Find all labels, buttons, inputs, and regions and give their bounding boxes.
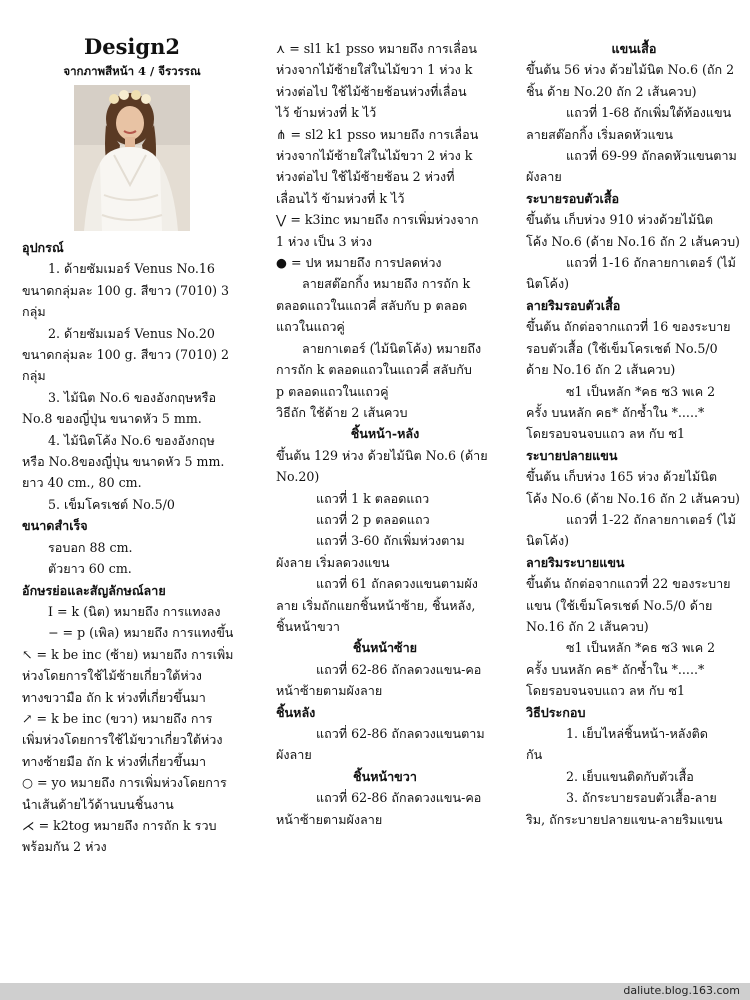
- text-line: p ตลอดแถวในแถวคู่: [276, 383, 389, 399]
- text-line: เลื่อนไว้ ข้ามห่วงที่ k ไว้: [276, 190, 405, 206]
- text-line: ชิ้นหลัง: [276, 704, 316, 720]
- text-line: 1. เย็บไหล่ชิ้นหน้า-หลังติด: [566, 726, 708, 741]
- text-line: โดยรอบจนจบแถว ลห กับ ซ1: [526, 683, 686, 699]
- model-photo-image: [74, 85, 190, 231]
- text-line: ⋏ = sl1 k1 psso หมายถึง การเลื่อน: [276, 41, 477, 56]
- text-line: ลายกาเตอร์ (ไม้นิตโค้ง) หมายถึง: [302, 340, 482, 356]
- text-line: แถวที่ 69-99 ถักลดหัวแขนตาม: [566, 148, 737, 164]
- text-line: นำเส้นด้ายไว้ด้านบนชิ้นงาน: [22, 796, 174, 812]
- text-line: อุปกรณ์: [22, 240, 64, 255]
- text-line: ระบายปลายแขน: [526, 447, 618, 463]
- text-line: ซ1 เป็นหลัก *คธ ซ3 พเค 2: [566, 640, 716, 656]
- text-line: โค้ง No.6 (ด้าย No.16 ถัก 2 เส้นควบ): [526, 233, 740, 249]
- page-subtitle: จากภาพสีหน้า 4 / จีรวรรณ: [63, 64, 201, 78]
- text-line: ซ1 เป็นหลัก *คธ ซ3 พเค 2: [566, 383, 716, 399]
- text-line: 2. เย็บแขนติดกับตัวเสื้อ: [566, 768, 694, 784]
- text-line: ขึ้นต้น ถักต่อจากแถวที่ 22 ของระบาย: [526, 576, 731, 592]
- text-line: No.20): [276, 469, 320, 485]
- text-line: ตลอดแถวในแถวคี่ สลับกับ p ตลอด: [276, 297, 468, 313]
- text-line: ห่วงจากไม้ซ้ายใส่ในไม้ขวา 1 ห่วง k: [276, 62, 473, 78]
- column-right: [526, 38, 742, 830]
- text-line: เพิ่มห่วงโดยการใช้ไม้ขวาเกี่ยวใต้ห่วง: [22, 732, 223, 748]
- text-line: ลายริมระบายแขน: [526, 554, 625, 570]
- text-line: ขนาดกลุ่มละ 100 g. สีขาว (7010) 2: [22, 347, 230, 363]
- text-line: ⋔ = sl2 k1 psso หมายถึง การเลื่อน: [276, 126, 479, 142]
- text-line: ชิ้นหน้าซ้าย: [352, 640, 418, 656]
- text-line: นิตโค้ง): [526, 533, 570, 549]
- text-line: ⋁ = k3inc หมายถึง การเพิ่มห่วงจาก: [276, 212, 479, 228]
- text-line: แถวที่ 61 ถักลดวงแขนตามผัง: [316, 576, 478, 592]
- text-line: No.8 ของญี่ปุ่น ขนาดหัว 5 mm.: [22, 411, 202, 427]
- text-line: ลายสต๊อกกิ้ง หมายถึง การถัก k: [302, 276, 471, 292]
- column-middle: [276, 38, 494, 830]
- text-line: ↖ = k be inc (ซ้าย) หมายถึง การเพิ่ม: [22, 646, 234, 662]
- text-line: ครั้ง บนหลัก คธ* ถักซ้ำใน *.....*: [526, 661, 705, 677]
- page-title: Design2: [84, 34, 180, 59]
- text-line: ⋌ = k2tog หมายถึง การถัก k รวบ: [22, 817, 217, 833]
- text-line: ห่วงต่อไป ใช้ไม้ซ้ายช้อนห่วงที่เลื่อน: [276, 83, 467, 99]
- text-line: 3. ถักระบายรอบตัวเสื้อ-ลาย: [566, 790, 717, 806]
- text-line: ชิ้น ด้าย No.20 ถัก 2 เส้นควบ): [526, 83, 697, 99]
- text-line: ลายริมรอบตัวเสื้อ: [526, 297, 621, 313]
- text-line: 1. ด้ายซัมเมอร์ Venus No.16: [48, 261, 215, 277]
- text-line: แขนเสื้อ: [611, 41, 657, 56]
- text-line: ผังลาย: [526, 169, 562, 185]
- text-line: − = p (เพิล) หมายถึง การแทงขึ้น: [48, 625, 234, 641]
- text-line: ครั้ง บนหลัก คธ* ถักซ้ำใน *.....*: [526, 404, 705, 420]
- text-line: 1 ห่วง เป็น 3 ห่วง: [276, 233, 372, 249]
- model-photo: [74, 85, 190, 231]
- text-line: ขึ้นต้น เก็บห่วง 910 ห่วงด้วยไม้นิต: [526, 212, 714, 228]
- text-line: ทางขวามือ ถัก k ห่วงที่เกี่ยวขึ้นมา: [22, 689, 206, 705]
- text-line: แถวที่ 1-16 ถักลายกาเตอร์ (ไม้: [566, 255, 736, 271]
- text-line: กัน: [526, 747, 543, 763]
- text-line: ห่วงจากไม้ซ้ายใส่ในไม้ขวา 2 ห่วง k: [276, 148, 473, 164]
- text-line: แถวในแถวคู่: [276, 319, 345, 335]
- text-line: ขนาดสำเร็จ: [22, 518, 88, 534]
- text-line: ↗ = k be inc (ขวา) หมายถึง การ: [22, 710, 213, 726]
- text-line: 3. ไม้นิต No.6 ของอังกฤษหรือ: [48, 389, 217, 405]
- text-line: โค้ง No.6 (ด้าย No.16 ถัก 2 เส้นควบ): [526, 490, 740, 506]
- text-line: วิธีถัก ใช้ด้าย 2 เส้นควบ: [276, 404, 408, 420]
- text-line: แถวที่ 2 p ตลอดแถว: [316, 511, 430, 527]
- text-line: ห่วงโดยการใช้ไม้ซ้ายเกี่ยวใต้ห่วง: [22, 668, 202, 684]
- text-line: ลาย เริ่มถักแยกชิ้นหน้าซ้าย, ชิ้นหลัง,: [276, 597, 476, 613]
- text-line: ตัวยาว 60 cm.: [48, 561, 132, 577]
- text-line: โดยรอบจนจบแถว ลห กับ ซ1: [526, 426, 686, 442]
- text-line: ชิ้นหน้าขวา: [353, 768, 417, 784]
- text-line: ขึ้นต้น 56 ห่วง ด้วยไม้นิต No.6 (ถัก 2: [526, 62, 735, 78]
- text-line: No.16 ถัก 2 เส้นควบ): [526, 618, 649, 634]
- text-line: หรือ No.8ของญี่ปุ่น ขนาดหัว 5 mm.: [22, 454, 225, 470]
- sleeve-and-ruffle-instructions: [526, 38, 742, 830]
- text-line: I = k (นิต) หมายถึง การแทงลง: [48, 603, 221, 619]
- text-line: ห่วงต่อไป ใช้ไม้ซ้ายช้อน 2 ห่วงที่: [276, 169, 455, 185]
- footer-bar: [0, 983, 750, 1000]
- column-left: [22, 34, 242, 858]
- text-line: ริม, ถักระบายปลายแขน-ลายริมแขน: [526, 811, 723, 827]
- text-line: อักษรย่อและสัญลักษณ์ลาย: [22, 582, 166, 598]
- text-line: ขึ้นต้น เก็บห่วง 165 ห่วง ด้วยไม้นิต: [526, 469, 718, 485]
- text-line: แถวที่ 62-86 ถักลดวงแขนตาม: [316, 726, 485, 741]
- text-line: แถวที่ 1 k ตลอดแถว: [316, 490, 430, 506]
- text-line: พร้อมกัน 2 ห่วง: [22, 839, 107, 855]
- text-line: แถวที่ 1-68 ถักเพิ่มใต้ท้องแขน: [566, 105, 732, 121]
- text-line: วิธีประกอบ: [526, 704, 586, 720]
- text-line: ขึ้นต้น ถักต่อจากแถวที่ 16 ของระบาย: [526, 319, 731, 335]
- text-line: 4. ไม้นิตโค้ง No.6 ของอังกฤษ: [48, 432, 215, 448]
- text-line: ทางซ้ายมือ ถัก k ห่วงที่เกี่ยวขึ้นมา: [22, 753, 207, 769]
- text-line: แขน (ใช้เข็มโครเชต์ No.5/0 ด้าย: [526, 597, 713, 613]
- text-line: แถวที่ 1-22 ถักลายกาเตอร์ (ไม้: [566, 511, 736, 527]
- text-line: แถวที่ 62-86 ถักลดวงแขน-คอ: [316, 661, 482, 677]
- text-line: 5. เข็มโครเชต์ No.5/0: [48, 496, 175, 512]
- text-line: นิตโค้ง): [526, 276, 570, 292]
- text-line: รอบอก 88 cm.: [48, 539, 133, 555]
- text-line: ○ = yo หมายถึง การเพิ่มห่วงโดยการ: [22, 775, 227, 791]
- text-line: ลายสต๊อกกิ้ง เริ่มลดหัวแขน: [526, 126, 673, 142]
- text-line: แถวที่ 3-60 ถักเพิ่มห่วงตาม: [316, 533, 465, 549]
- text-line: กลุ่ม: [22, 304, 46, 320]
- text-line: การถัก k ตลอดแถวในแถวคี่ สลับกับ: [276, 362, 472, 378]
- footer-url: daliute.blog.163.com: [623, 984, 740, 997]
- text-line: ชิ้นหน้าขวา: [276, 618, 340, 634]
- text-line: หน้าซ้ายตามผังลาย: [276, 811, 383, 827]
- text-line: 2. ด้ายซัมเมอร์ Venus No.20: [48, 325, 215, 341]
- text-line: ชิ้นหน้า-หลัง: [350, 426, 420, 442]
- text-line: ผังลาย: [276, 747, 312, 763]
- text-line: ● = ปห หมายถึง การปลดห่วง: [276, 255, 442, 271]
- text-line: ผังลาย เริ่มลดวงแขน: [276, 554, 390, 570]
- symbols-and-front-back-instructions: [276, 38, 494, 830]
- text-line: ระบายรอบตัวเสื้อ: [526, 190, 620, 206]
- text-line: ยาว 40 cm., 80 cm.: [22, 475, 142, 491]
- text-line: ด้าย No.16 ถัก 2 เส้นควบ): [526, 362, 676, 378]
- text-line: ไว้ ข้ามห่วงที่ k ไว้: [276, 105, 377, 121]
- text-line: รอบตัวเสื้อ (ใช้เข็มโครเชต์ No.5/0: [526, 340, 718, 356]
- materials-and-symbols: [22, 237, 242, 858]
- text-line: หน้าซ้ายตามผังลาย: [276, 683, 383, 699]
- text-line: ขนาดกลุ่มละ 100 g. สีขาว (7010) 3: [22, 282, 230, 298]
- text-line: แถวที่ 62-86 ถักลดวงแขน-คอ: [316, 790, 482, 806]
- text-line: ขึ้นต้น 129 ห่วง ด้วยไม้นิต No.6 (ด้าย: [276, 447, 488, 463]
- text-line: กลุ่ม: [22, 368, 46, 384]
